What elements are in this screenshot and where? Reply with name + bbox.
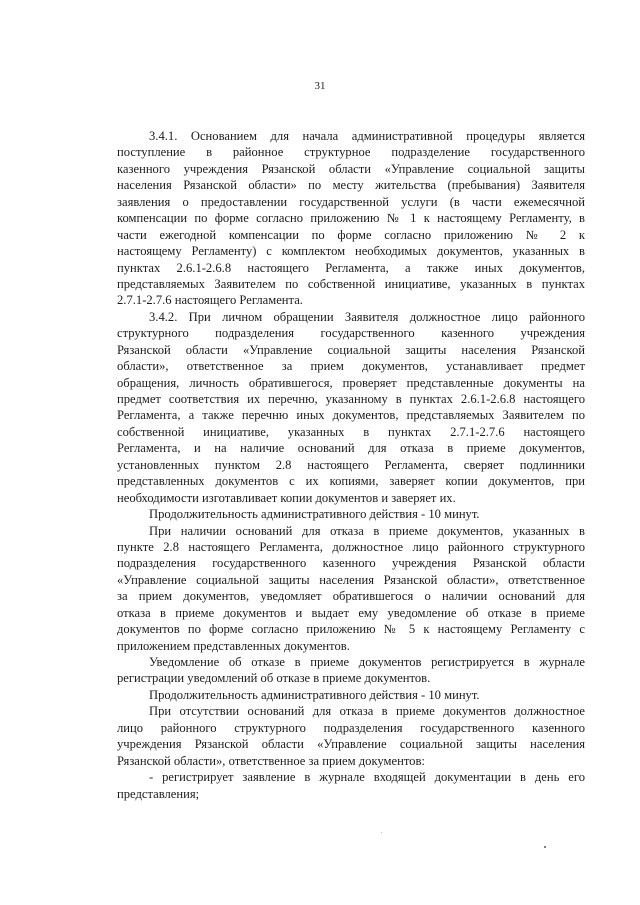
text-line: отказа в приеме документов и выдает ему уведомление об отказе в приеме xyxy=(117,605,585,620)
text-line: Рязанской области», ответственное за прием документов: xyxy=(117,753,425,768)
text-line: компенсации по форме согласно приложению № 1 к настоящему Регламенту, в xyxy=(117,211,585,226)
text-line: пунктах 2.6.1-2.6.8 настоящего Регламента, а также иных документов, xyxy=(117,260,585,275)
text-line: 3.4.1. Основанием для начала административной процедуры является xyxy=(149,129,585,143)
paragraph-notification-registration xyxy=(117,654,585,687)
text-line: подразделения государственного казенного учреждения Рязанской области xyxy=(117,556,585,571)
page-number: 31 xyxy=(314,80,326,92)
text-line: лицо районного структурного подразделения государственного казенного xyxy=(117,720,585,735)
text-line: Уведомление об отказе в приеме документов регистрируется в журнале xyxy=(149,655,585,669)
text-line: необходимости изготавливает копии документов и заверяет их. xyxy=(117,490,456,505)
text-line: 2.7.1-2.7.6 настоящего Регламента. xyxy=(117,293,303,308)
text-line: документов по форме согласно приложению № 5 к настоящему Регламенту с xyxy=(117,622,585,637)
text-line: - регистрирует заявление в журнале входящей документации в день его xyxy=(149,770,585,785)
text-line: населения Рязанской области» по месту жительства (пребывания) Заявителя xyxy=(117,178,585,193)
text-line: Продолжительность административного действия - 10 минут. xyxy=(149,687,480,702)
text-line: поступление в районное структурное подразделение государственного xyxy=(117,145,585,160)
text-line: казенного учреждения Рязанской области «Управление социальной защиты xyxy=(117,161,585,176)
text-line: за прием документов, уведомляет обратившегося о наличии оснований для xyxy=(117,589,585,604)
text-line: собственной инициативе, указанных в пунктах 2.7.1-2.7.6 настоящего xyxy=(117,424,585,439)
paragraph-registers-statement xyxy=(117,769,585,802)
text-line: Регламента, и на наличие оснований для отказа в приеме документов, xyxy=(117,441,585,456)
text-line: «Управление социальной защиты населения Рязанской области», ответственное xyxy=(117,572,585,587)
text-line: представленных документов с их копиями, заверяет копии документов, при xyxy=(117,474,585,489)
text-line: При отсутствии оснований для отказа в приеме документов должностное xyxy=(149,704,585,719)
text-line: 3.4.2. При личном обращении Заявителя должностное лицо районного xyxy=(149,309,585,324)
text-line: Рязанской области «Управление социальной защиты населения Рязанской xyxy=(117,342,585,357)
paragraph-no-refusal-grounds xyxy=(117,703,585,769)
paragraph-3-4-1 xyxy=(117,128,585,309)
text-line: приложением представленных документов. xyxy=(117,638,350,653)
text-line: области», ответственное за прием документов, устанавливает предмет xyxy=(117,359,585,374)
paragraph-3-4-2 xyxy=(117,309,585,506)
text-line: обращения, личность обратившегося, проверяет представленные документы на xyxy=(117,375,585,390)
text-line: установленных пунктом 2.8 настоящего Регламента, сверяет подлинники xyxy=(117,457,585,472)
paragraph-refusal-grounds xyxy=(117,523,585,655)
text-line: При наличии оснований для отказа в приеме документов, указанных в xyxy=(149,523,585,538)
text-line: Регламента, а также перечню иных документов, представляемых Заявителем по xyxy=(117,408,585,423)
text-line: предмет соответствия их перечню, указанному в пунктах 2.6.1-2.6.8 настоящего xyxy=(117,392,585,406)
text-line: пункте 2.8 настоящего Регламента, должностное лицо районного структурного xyxy=(117,539,585,554)
text-line: части ежегодной компенсации по форме согласно приложению № 2 к xyxy=(117,227,585,242)
text-line: регистрации уведомлений об отказе в приеме документов. xyxy=(117,671,431,686)
text-line: структурного подразделения государственного казенного учреждения xyxy=(117,326,585,341)
paragraph-duration-2 xyxy=(117,687,585,703)
text-line: Продолжительность административного действия - 10 минут. xyxy=(149,507,480,522)
scan-speck xyxy=(544,846,546,848)
scan-speck xyxy=(381,832,382,833)
paragraph-duration-1 xyxy=(117,506,585,522)
document-body xyxy=(117,128,585,802)
text-line: представляемых Заявителем по собственной инициативе, указанных в пунктах xyxy=(117,276,585,291)
text-line: настоящему Регламенту) с комплектом необходимых документов, указанных в xyxy=(117,244,585,259)
text-line: заявления о предоставлении государственной услуги (в части ежемесячной xyxy=(117,194,585,209)
text-line: учреждения Рязанской области «Управление социальной защиты населения xyxy=(117,737,585,752)
text-line: представления; xyxy=(117,786,200,801)
